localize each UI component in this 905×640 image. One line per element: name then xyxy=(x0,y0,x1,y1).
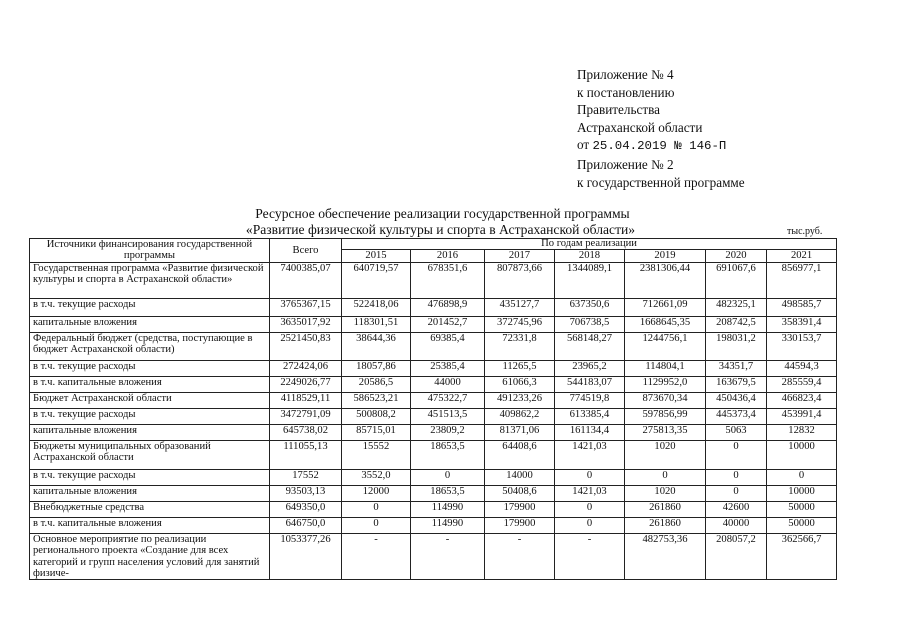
cell-year-value: 637350,6 xyxy=(555,298,625,316)
cell-year-value: 1421,03 xyxy=(555,440,625,469)
cell-year-value: 0 xyxy=(706,485,767,501)
cell-year-value: 198031,2 xyxy=(706,332,767,360)
row-label: в т.ч. капитальные вложения xyxy=(30,376,270,392)
cell-year-value: 0 xyxy=(706,440,767,469)
header-row-1 xyxy=(30,239,837,250)
table-body xyxy=(30,262,837,580)
header-source: Источники финансирования государственной программы xyxy=(30,239,270,263)
header-total: Всего xyxy=(270,239,342,263)
date-prefix: от xyxy=(577,137,590,153)
cell-year-value: 275813,35 xyxy=(625,424,706,440)
table-row xyxy=(30,424,837,440)
cell-year-value: 706738,5 xyxy=(555,316,625,332)
row-label: Бюджет Астраханской области xyxy=(30,392,270,408)
cell-total: 2249026,77 xyxy=(270,376,342,392)
cell-year-value: 114804,1 xyxy=(625,360,706,376)
cell-year-value: 640719,57 xyxy=(342,262,411,298)
cell-year-value: 482325,1 xyxy=(706,298,767,316)
cell-total: 17552 xyxy=(270,469,342,485)
cell-year-value: 0 xyxy=(706,469,767,485)
document-title-line1: Ресурсное обеспечение реализации государственной программы xyxy=(255,206,630,221)
cell-year-value: 586523,21 xyxy=(342,392,411,408)
cell-year-value: 208057,2 xyxy=(706,533,767,580)
cell-year-value: 61066,3 xyxy=(485,376,555,392)
resource-table xyxy=(29,238,837,580)
table-row xyxy=(30,485,837,501)
cell-year-value: - xyxy=(411,533,485,580)
cell-total: 649350,0 xyxy=(270,501,342,517)
row-label: в т.ч. капитальные вложения xyxy=(30,517,270,533)
header-year: 2016 xyxy=(411,250,485,263)
cell-year-value: 466823,4 xyxy=(767,392,837,408)
cell-year-value: 5063 xyxy=(706,424,767,440)
row-label: Основное мероприятие по реализации регионального проекта «Создание для всех категорий и групп населения условий для занятий физиче- xyxy=(30,533,270,580)
cell-year-value: 807873,66 xyxy=(485,262,555,298)
appendix-number: Приложение № 4 xyxy=(577,67,674,82)
appendix-2: Приложение № 2 xyxy=(577,156,674,172)
cell-year-value: 445373,4 xyxy=(706,408,767,424)
cell-year-value: 114990 xyxy=(411,501,485,517)
cell-year-value: 1244756,1 xyxy=(625,332,706,360)
row-label: капитальные вложения xyxy=(30,485,270,501)
cell-year-value: 0 xyxy=(342,517,411,533)
row-label: Бюджеты муниципальных образований Астраханской области xyxy=(30,440,270,469)
cell-year-value: 613385,4 xyxy=(555,408,625,424)
cell-year-value: 500808,2 xyxy=(342,408,411,424)
cell-year-value: 11265,5 xyxy=(485,360,555,376)
cell-year-value: 85715,01 xyxy=(342,424,411,440)
cell-year-value: 362566,7 xyxy=(767,533,837,580)
cell-year-value: 50000 xyxy=(767,517,837,533)
header-year: 2017 xyxy=(485,250,555,263)
row-label: в т.ч. текущие расходы xyxy=(30,408,270,424)
cell-year-value: 597856,99 xyxy=(625,408,706,424)
cell-year-value: 1421,03 xyxy=(555,485,625,501)
cell-total: 645738,02 xyxy=(270,424,342,440)
cell-year-value: 0 xyxy=(411,469,485,485)
cell-year-value: 208742,5 xyxy=(706,316,767,332)
resolution-header xyxy=(577,66,745,191)
cell-year-value: - xyxy=(342,533,411,580)
cell-year-value: 163679,5 xyxy=(706,376,767,392)
table-row xyxy=(30,469,837,485)
cell-year-value: 1668645,35 xyxy=(625,316,706,332)
cell-year-value: 50408,6 xyxy=(485,485,555,501)
table-row xyxy=(30,298,837,316)
cell-year-value: 522418,06 xyxy=(342,298,411,316)
cell-year-value: 450436,4 xyxy=(706,392,767,408)
cell-year-value: 179900 xyxy=(485,517,555,533)
header-year: 2020 xyxy=(706,250,767,263)
cell-total: 3472791,09 xyxy=(270,408,342,424)
cell-year-value: 0 xyxy=(555,469,625,485)
cell-year-value: 3552,0 xyxy=(342,469,411,485)
cell-year-value: 114990 xyxy=(411,517,485,533)
cell-year-value: 15552 xyxy=(342,440,411,469)
table-row xyxy=(30,533,837,580)
cell-year-value: 712661,09 xyxy=(625,298,706,316)
cell-year-value: 453991,4 xyxy=(767,408,837,424)
cell-year-value: 475322,7 xyxy=(411,392,485,408)
header-year: 2021 xyxy=(767,250,837,263)
table-row xyxy=(30,316,837,332)
cell-year-value: 1020 xyxy=(625,440,706,469)
cell-year-value: 409862,2 xyxy=(485,408,555,424)
header-year: 2018 xyxy=(555,250,625,263)
cell-year-value: 0 xyxy=(342,501,411,517)
cell-year-value: 261860 xyxy=(625,517,706,533)
cell-year-value: 18653,5 xyxy=(411,440,485,469)
cell-year-value: 1020 xyxy=(625,485,706,501)
cell-year-value: 14000 xyxy=(485,469,555,485)
row-label: капитальные вложения xyxy=(30,424,270,440)
cell-year-value: 72331,8 xyxy=(485,332,555,360)
cell-year-value: 81371,06 xyxy=(485,424,555,440)
cell-year-value: 40000 xyxy=(706,517,767,533)
cell-year-value: 118301,51 xyxy=(342,316,411,332)
cell-year-value: 491233,26 xyxy=(485,392,555,408)
cell-total: 1053377,26 xyxy=(270,533,342,580)
cell-total: 7400385,07 xyxy=(270,262,342,298)
table-row xyxy=(30,376,837,392)
row-label: Государственная программа «Развитие физической культуры и спорта в Астраханской области» xyxy=(30,262,270,298)
cell-year-value: 34351,7 xyxy=(706,360,767,376)
cell-year-value: 0 xyxy=(555,517,625,533)
cell-year-value: 330153,7 xyxy=(767,332,837,360)
to-state-program: к государственной программе xyxy=(577,174,745,190)
cell-total: 2521450,83 xyxy=(270,332,342,360)
table-row xyxy=(30,408,837,424)
cell-year-value: - xyxy=(555,533,625,580)
cell-year-value: 10000 xyxy=(767,440,837,469)
cell-year-value: 0 xyxy=(767,469,837,485)
cell-year-value: 18057,86 xyxy=(342,360,411,376)
cell-year-value: 161134,4 xyxy=(555,424,625,440)
cell-year-value: 498585,7 xyxy=(767,298,837,316)
header-year: 2019 xyxy=(625,250,706,263)
cell-total: 111055,13 xyxy=(270,440,342,469)
cell-year-value: 2381306,44 xyxy=(625,262,706,298)
cell-year-value: 691067,6 xyxy=(706,262,767,298)
cell-year-value: 0 xyxy=(625,469,706,485)
currency-unit: тыс.руб. xyxy=(787,226,823,237)
cell-total: 3765367,15 xyxy=(270,298,342,316)
table-row xyxy=(30,332,837,360)
cell-year-value: 50000 xyxy=(767,501,837,517)
cell-year-value: 435127,7 xyxy=(485,298,555,316)
cell-year-value: 372745,96 xyxy=(485,316,555,332)
cell-year-value: 544183,07 xyxy=(555,376,625,392)
region-name: Астраханской области xyxy=(577,119,703,135)
government: Правительства xyxy=(577,102,660,118)
cell-year-value: 44000 xyxy=(411,376,485,392)
row-label: в т.ч. текущие расходы xyxy=(30,360,270,376)
row-label: Внебюджетные средства xyxy=(30,501,270,517)
cell-year-value: 12000 xyxy=(342,485,411,501)
cell-total: 3635017,92 xyxy=(270,316,342,332)
cell-total: 93503,13 xyxy=(270,485,342,501)
table-row xyxy=(30,440,837,469)
cell-year-value: 23809,2 xyxy=(411,424,485,440)
cell-year-value: 678351,6 xyxy=(411,262,485,298)
table-row xyxy=(30,360,837,376)
cell-year-value: 873670,34 xyxy=(625,392,706,408)
table-row xyxy=(30,392,837,408)
cell-year-value: 482753,36 xyxy=(625,533,706,580)
cell-year-value: 568148,27 xyxy=(555,332,625,360)
cell-total: 272424,06 xyxy=(270,360,342,376)
cell-year-value: 64408,6 xyxy=(485,440,555,469)
row-label: в т.ч. текущие расходы xyxy=(30,298,270,316)
document-title-line2: «Развитие физической культуры и спорта в Астраханской области» xyxy=(245,222,636,237)
resolution-date-number xyxy=(577,136,745,156)
row-label: Федеральный бюджет (средства, поступающие в бюджет Астраханской области) xyxy=(30,332,270,360)
cell-year-value: 20586,5 xyxy=(342,376,411,392)
cell-year-value: 12832 xyxy=(767,424,837,440)
to-resolution: к постановлению xyxy=(577,84,675,100)
cell-year-value: 774519,8 xyxy=(555,392,625,408)
header-by-year: По годам реализации xyxy=(342,239,837,250)
cell-year-value: 42600 xyxy=(706,501,767,517)
cell-year-value: 358391,4 xyxy=(767,316,837,332)
cell-year-value: 451513,5 xyxy=(411,408,485,424)
table-row xyxy=(30,501,837,517)
cell-year-value: 23965,2 xyxy=(555,360,625,376)
cell-year-value: 38644,36 xyxy=(342,332,411,360)
date-stamp: 25.04.2019 № 146-П xyxy=(592,139,727,154)
cell-year-value: 201452,7 xyxy=(411,316,485,332)
cell-year-value: 25385,4 xyxy=(411,360,485,376)
cell-year-value: 1344089,1 xyxy=(555,262,625,298)
table-row xyxy=(30,517,837,533)
cell-year-value: 44594,3 xyxy=(767,360,837,376)
cell-year-value: 179900 xyxy=(485,501,555,517)
row-label: в т.ч. текущие расходы xyxy=(30,469,270,485)
cell-year-value: 18653,5 xyxy=(411,485,485,501)
cell-total: 646750,0 xyxy=(270,517,342,533)
cell-year-value: - xyxy=(485,533,555,580)
header-year: 2015 xyxy=(342,250,411,263)
cell-year-value: 285559,4 xyxy=(767,376,837,392)
cell-total: 4118529,11 xyxy=(270,392,342,408)
table-row xyxy=(30,262,837,298)
cell-year-value: 476898,9 xyxy=(411,298,485,316)
cell-year-value: 0 xyxy=(555,501,625,517)
cell-year-value: 856977,1 xyxy=(767,262,837,298)
cell-year-value: 69385,4 xyxy=(411,332,485,360)
cell-year-value: 261860 xyxy=(625,501,706,517)
cell-year-value: 1129952,0 xyxy=(625,376,706,392)
cell-year-value: 10000 xyxy=(767,485,837,501)
row-label: капитальные вложения xyxy=(30,316,270,332)
